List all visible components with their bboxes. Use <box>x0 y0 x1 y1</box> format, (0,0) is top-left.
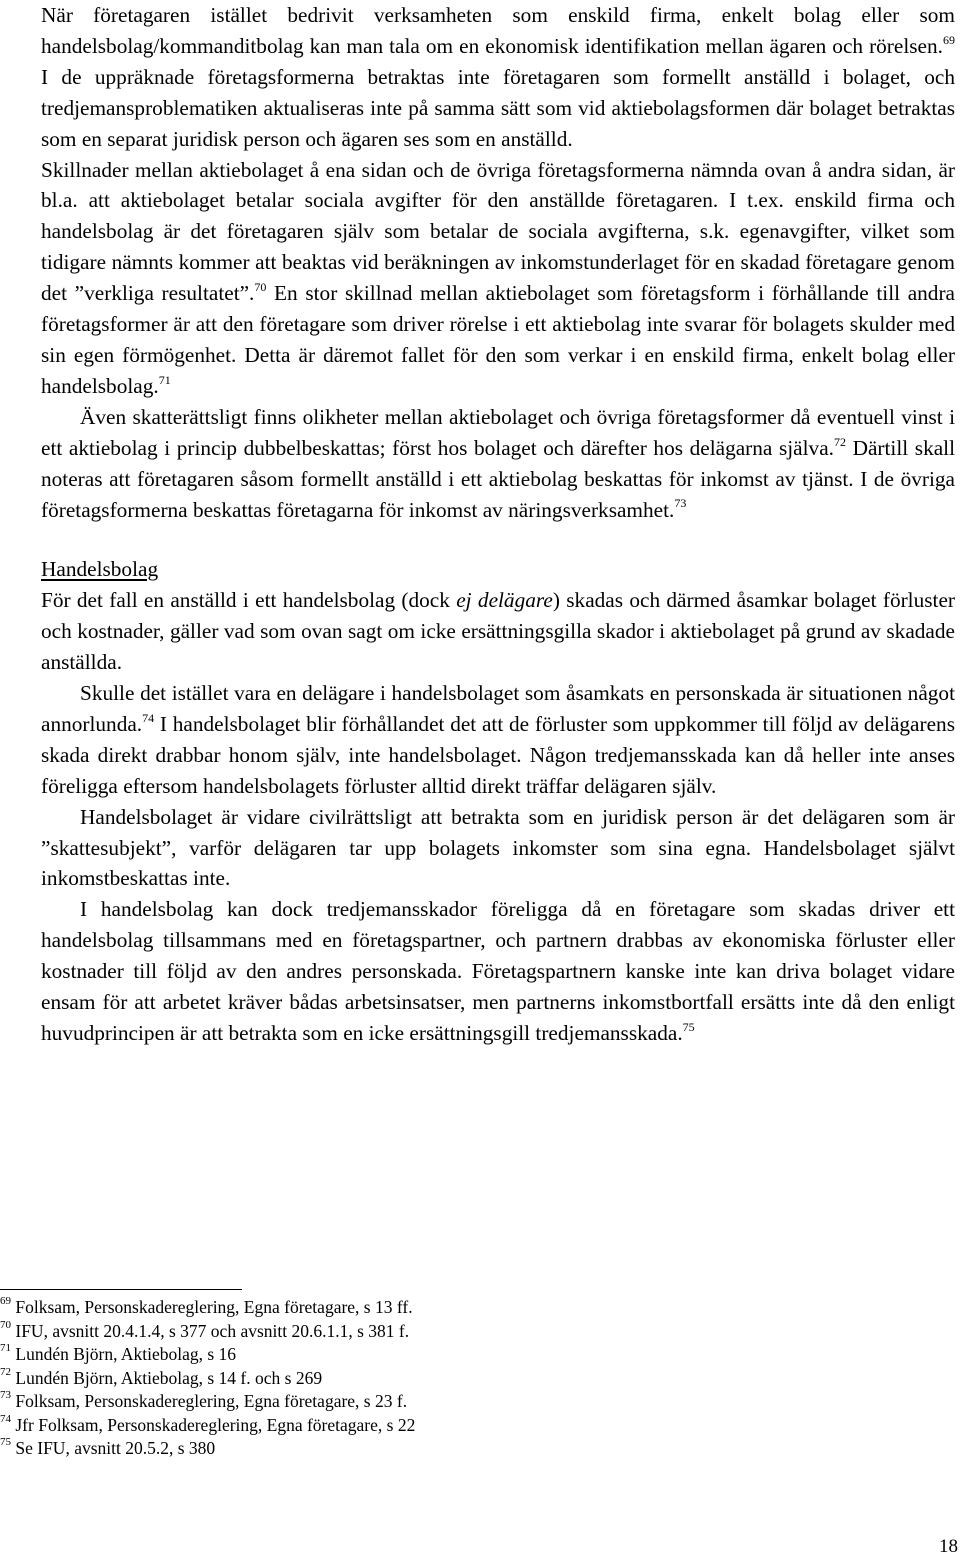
footnote-ref-70[interactable]: 70 <box>254 280 267 295</box>
paragraph-differences <box>41 155 955 402</box>
footnote-text: Lundén Björn, Aktiebolag, s 16 <box>15 1344 237 1364</box>
paragraph-text: I de uppräknade företagsformerna betraktas inte företagaren som formellt anställd i bolaget, och tredjemansproblematiken aktualiseras inte på samma sätt som vid aktiebolagsformen där bolaget betraktas som en separat juridisk person och ägaren ses som en anställd. <box>41 64 955 151</box>
paragraph-text: En stor skillnad mellan aktiebolaget som företagsform i förhållande till andra företagsformer är att den företagare som driver rörelse i ett aktiebolag inte svarar för bolagets skulder med sin egen förmögenhet. Detta är däremot fallet för den som verkar i en enskild firma, enkelt bolag eller handelsbolag. <box>41 281 955 398</box>
footnotes <box>0 1296 600 1461</box>
paragraph-text: Även skatterättsligt finns olikheter mellan aktiebolaget och övriga företagsformer då eventuell vinst i ett aktiebolag i princip dubbelbeskattas; först hos bolaget och därefter hos delägarna själva. <box>41 404 955 460</box>
footnote-item <box>0 1320 600 1344</box>
main-text <box>41 0 955 1049</box>
paragraph-tax <box>41 402 955 526</box>
paragraph-text: Skulle det istället vara en delägare i handelsbolaget som åsamkats en personskada är situationen något annorlunda. <box>41 681 955 736</box>
footnote-number: 72 <box>0 1365 11 1378</box>
footnote-number: 75 <box>0 1436 11 1449</box>
footnote-number: 70 <box>0 1318 11 1331</box>
footnote-item <box>0 1296 600 1320</box>
paragraph-employee <box>41 585 955 678</box>
paragraph-text: I handelsbolaget blir förhållandet det att de förluster som uppkommer till följd av delägarens skada direkt drabbar honom själv, inte handelsbolaget. Någon tredjemansskada kan då heller inte anses föreligga eftersom handelsbolagets förluster alltid direkt träffar delägaren själv. <box>41 711 955 798</box>
paragraph-tax-subject <box>41 802 955 895</box>
paragraph-text: Skillnader mellan aktiebolaget å ena sidan och de övriga företagsformerna nämnda ovan å andra sidan, är bl.a. att aktiebolaget betalar sociala avgifter för den anställde företagaren. I t.ex. enskild firma och handelsbolag är det företagaren själv som betalar de sociala avgifterna, s.k. egenavgifter, vilket som tidigare nämnts kommer att beaktas vid beräkningen av inkomstunderlaget för en skadad företagare genom det ”verkliga resultatet”. <box>41 157 955 306</box>
footnote-ref-69[interactable]: 69 <box>943 32 955 47</box>
paragraph-identification <box>41 0 955 155</box>
paragraph-text: För det fall en anställd i ett handelsbolag (dock <box>41 588 457 613</box>
footnote-ref-72[interactable]: 72 <box>833 434 846 449</box>
paragraph-text: I handelsbolag kan dock tredjemansskador föreligga då en företagare som skadas driver ett handelsbolag tillsammans med en företagspartner, och partnern drabbas av ekonomiska förluster eller kostnader till följd av den andres personskada. Företagspartnern kanske inte kan driva bolaget vidare ensam för att arbetet kräver bådas arbetsinsatser, men partnerns inkomstbortfall ersätts inte då den enligt huvudprincipen är att betrakta som en icke ersättningsgill tredjemansskada. <box>41 897 955 1045</box>
footnote-item <box>0 1414 600 1438</box>
footnote-text: Se IFU, avsnitt 20.5.2, s 380 <box>15 1438 216 1458</box>
footnote-item <box>0 1437 600 1461</box>
footnote-ref-73[interactable]: 73 <box>674 496 687 511</box>
section-heading: Handelsbolag <box>41 557 159 582</box>
footnote-number: 71 <box>0 1342 11 1355</box>
footnote-ref-71[interactable]: 71 <box>158 372 171 387</box>
paragraph-text: ) skadas och därmed åsamkar bolaget förluster och kostnader, gäller vad som ovan sagt om icke ersättningsgilla skador i aktiebolaget på grund av skadade anställda. <box>41 588 955 675</box>
footnote-text: IFU, avsnitt 20.4.1.4, s 377 och avsnitt 20.6.1.1, s 381 f. <box>15 1320 410 1341</box>
footnote-ref-74[interactable]: 74 <box>142 710 155 725</box>
page-number: 18 <box>939 1536 958 1557</box>
footnote-item <box>0 1367 600 1391</box>
paragraph-text: Därtill skall noteras att företagaren såsom formellt anställd i ett aktiebolag beskattas för inkomst av tjänst. I de övriga företagsformerna beskattas företagarna för inkomst av näringsverksamhet. <box>41 435 955 522</box>
footnote-item <box>0 1390 600 1414</box>
footnote-divider <box>0 1289 242 1290</box>
footnote-text: Jfr Folksam, Personskadereglering, Egna företagare, s 22 <box>15 1414 416 1435</box>
footnote-item <box>0 1343 600 1367</box>
paragraph-text: Handelsbolaget är vidare civilrättsligt att betrakta som en juridisk person är det delägaren som är ”skattesubjekt”, varför delägaren tar upp bolagets inkomster som sina egna. Handelsbolaget självt inkomstbeskattas inte. <box>41 804 955 891</box>
footnote-text: Lundén Björn, Aktiebolag, s 14 f. och s 269 <box>15 1367 323 1388</box>
paragraph-third-party <box>41 894 955 1049</box>
footnote-text: Folksam, Personskadereglering, Egna företagare, s 13 ff. <box>15 1297 413 1317</box>
emphasis-text: ej delägare <box>456 588 553 613</box>
footnote-number: 69 <box>0 1295 11 1308</box>
paragraph-text: När företagaren istället bedrivit verksamheten som enskild firma, enkelt bolag eller som handelsbolag/kommanditbolag kan man tala om en ekonomisk identifikation mellan ägaren och rörelsen. <box>41 3 955 58</box>
footnote-number: 73 <box>0 1389 11 1402</box>
footnote-number: 74 <box>0 1412 11 1425</box>
footnote-text: Folksam, Personskadereglering, Egna företagare, s 23 f. <box>15 1391 408 1411</box>
footnote-ref-75[interactable]: 75 <box>682 1019 695 1034</box>
paragraph-partner-injury <box>41 678 955 802</box>
